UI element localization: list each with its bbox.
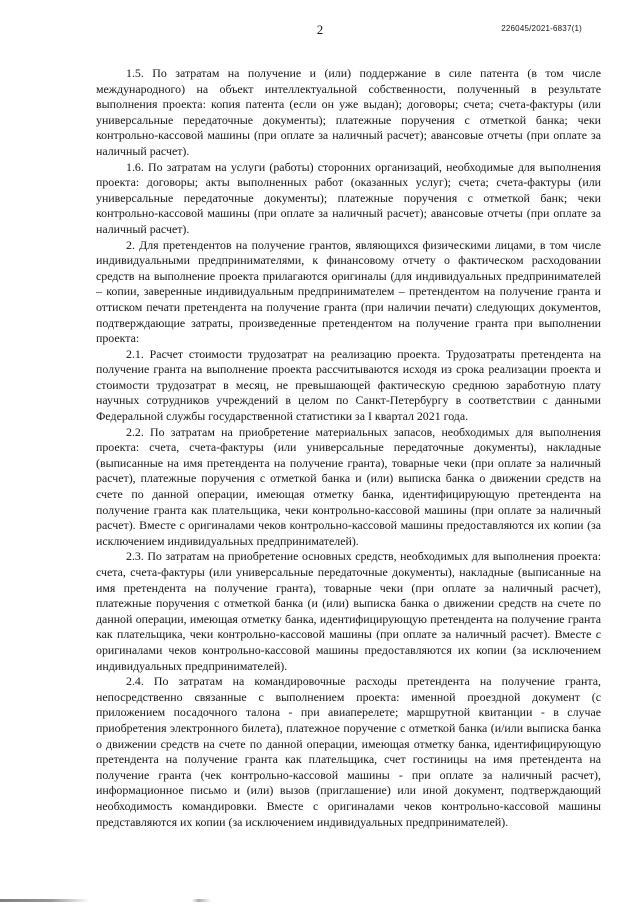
paragraph-2-4: 2.4. По затратам на командировочные расходы претендента на получение гранта, непосредственно связанные с выполнением проекта: именной проездной документ (с приложением посадочного талона - при авиаперелете; маршрутной квитанции - в случае приобретения электронного билета), платежное поручение с отметкой банка (и/или выписка банка о движении средств на счете по данной операции, имеющая отметку банка, идентифицирующую претендента на получение гранта как плательщика, счет гостиницы на имя претендента на получение гранта (чек контрольно-кассовой машины - при оплате за наличный расчет), информационное письмо и (или) вызов (приглашение) или иной документ, подтверждающий необходимость командировки. Вместе с оригиналами чеков контрольно-кассовой машины представляются их копии (за исключением индивидуальных предпринимателей). bbox=[96, 674, 601, 829]
paragraph-2: 2. Для претендентов на получение грантов, являющихся физическими лицами, в том числе индивидуальными предпринимателями, к финансовому отчету о фактическом расходовании средств на выполнение проекта прилагаются оригиналы (для индивидуальных предпринимателей – копии, заверенные индивидуальным предпринимателем – претендентом на получение гранта и оттиском печати претендента на получение гранта (при наличии печати) следующих документов, подтверждающие затраты, произведенные претендентом на получение гранта при выполнении проекта: bbox=[96, 237, 601, 346]
document-code: 226045/2021-6837(1) bbox=[501, 24, 582, 33]
paragraph-2-3: 2.3. По затратам на приобретение основных средств, необходимых для выполнения проекта: счета, счета-фактуры (или универсальные передаточные документы), накладные (выписанные на имя претендента на получение гранта), товарные чеки (при оплате за наличный расчет), платежные поручения с отметкой банка (и (или) выписка банка о движении средств на счете по данной операции, имеющая отметку банка, идентифицирующую претендента на получение гранта как плательщика, чеки контрольно-кассовой машины (при оплате за наличный расчет). Вместе с оригиналами чеков контрольно-кассовой машины предоставляются их копии (за исключением индивидуальных предпринимателей). bbox=[96, 549, 601, 673]
document-body bbox=[96, 66, 601, 830]
scan-edge-artifact bbox=[0, 899, 640, 902]
paragraph-2-2: 2.2. По затратам на приобретение материальных запасов, необходимых для выполнения проекта: счета, счета-фактуры (или универсальные передаточные документы), накладные (выписанные на имя претендента на получение гранта), товарные чеки (при оплате за наличный расчет), платежные поручения с отметкой банка и (или) выписка банка о движении средств на счете по данной операции, имеющая отметку банка, идентифицирующую претендента на получение гранта как плательщика, чеки контрольно-кассовой машины (при оплате за наличный расчет). Вместе с оригиналами чеков контрольно-кассовой машины предоставляются их копии (за исключением индивидуальных предпринимателей). bbox=[96, 424, 601, 548]
paragraph-1-6: 1.6. По затратам на услуги (работы) сторонних организаций, необходимые для выполнения проекта: договоры; акты выполненных работ (оказанных услуг); счета; счета-фактуры (или универсальные передаточные документы); платежные поручения с отметкой банк; чеки контрольно-кассовой машины (при оплате за наличный расчет); авансовые отчеты (при оплате за наличный расчет). bbox=[96, 159, 601, 236]
paragraph-1-5: 1.5. По затратам на получение и (или) поддержание в силе патента (в том числе международного) на объект интеллектуальной собственности, полученный в результате выполнения проекта: копия патента (если он уже выдан); договоры; счета; счета-фактуры (или универсальные передаточные документы); платежные поручения с отметкой банка; чеки контрольно-кассовой машины (при оплате за наличный расчет); авансовые отчеты (при оплате за наличный расчет). bbox=[96, 66, 601, 158]
page-number: 2 bbox=[316, 22, 324, 37]
paragraph-2-1: 2.1. Расчет стоимости трудозатрат на реализацию проекта. Трудозатраты претендента на получение гранта на выполнение проекта рассчитываются исходя из срока реализации проекта и стоимости трудозатрат в месяц, не превышающей фактическую среднюю заработную плату научных сотрудников учреждений в целом по Санкт-Петербургу в соответствии с данными Федеральной службы государственной статистики за I квартал 2021 года. bbox=[96, 346, 601, 424]
